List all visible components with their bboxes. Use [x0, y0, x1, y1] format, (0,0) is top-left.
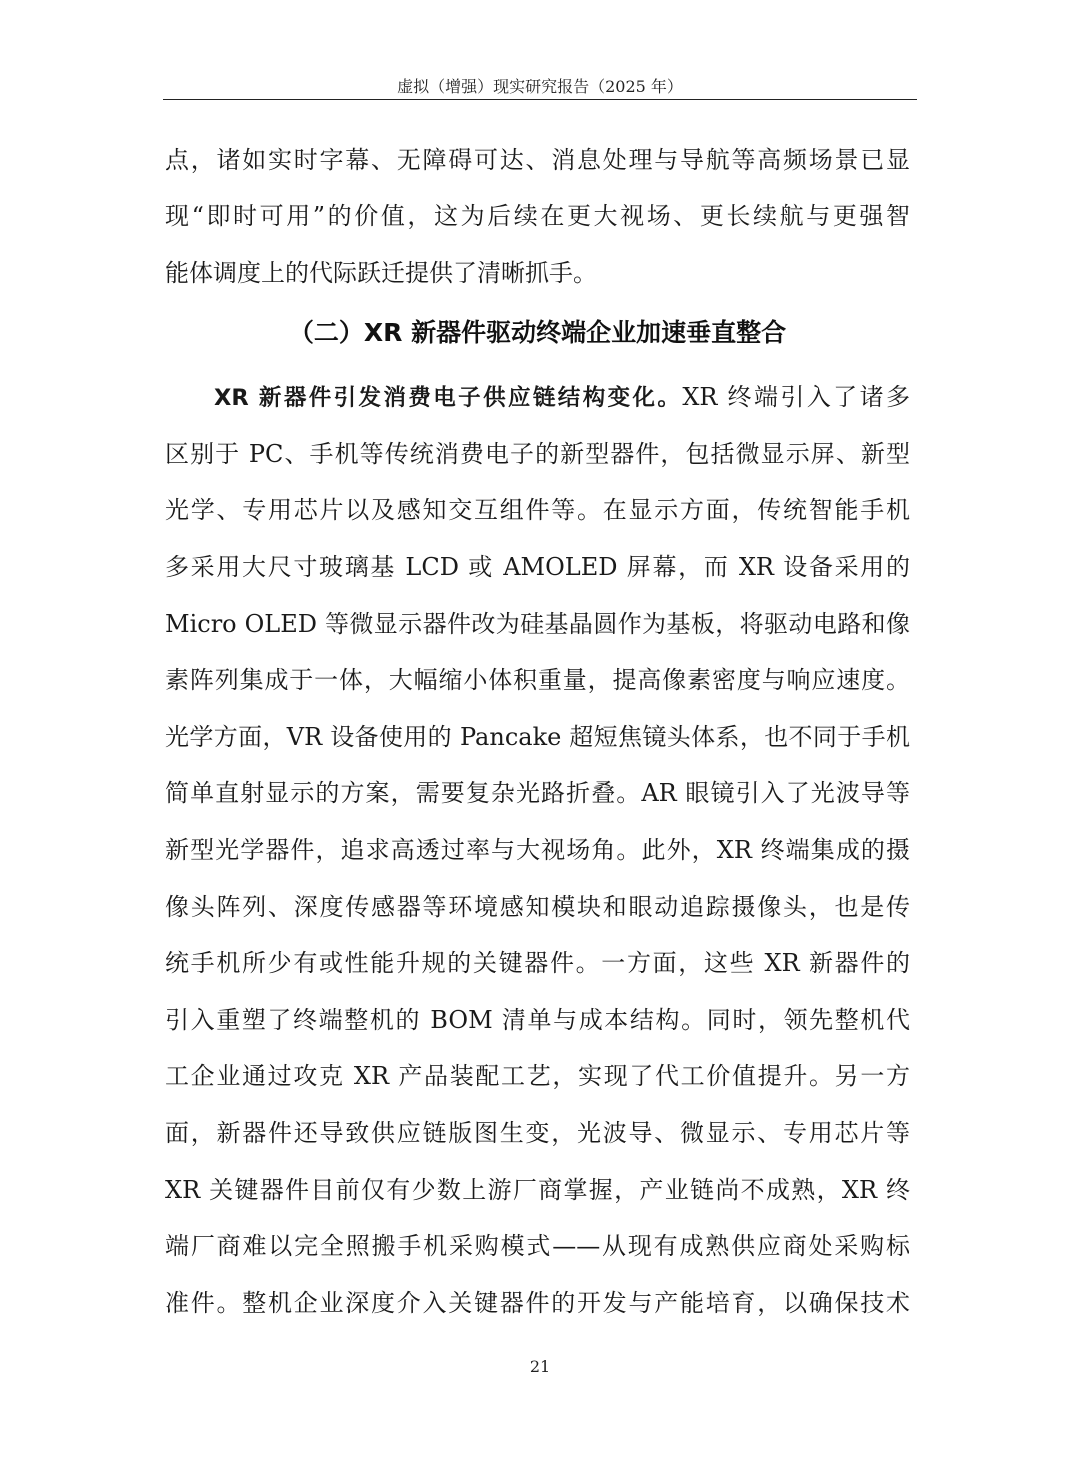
- header-rule: [163, 99, 917, 100]
- body-line: XR 关键器件目前仅有少数上游厂商掌握，产业链尚不成熟，XR 终: [165, 1176, 910, 1204]
- body-first-line: [214, 381, 910, 413]
- body-line: 多采用大尺寸玻璃基 LCD 或 AMOLED 屏幕，而 XR 设备采用的: [165, 553, 910, 581]
- body-line: 工企业通过攻克 XR 产品装配工艺，实现了代工价值提升。另一方: [165, 1062, 910, 1090]
- page-number: 21: [529, 1357, 551, 1376]
- first-line-rest: XR 终端引入了诸多: [682, 383, 910, 411]
- body-line: 区别于 PC、手机等传统消费电子的新型器件，包括微显示屏、新型: [165, 440, 910, 468]
- body-line: 光学、专用芯片以及感知交互组件等。在显示方面，传统智能手机: [165, 496, 910, 524]
- body-line: 素阵列集成于一体，大幅缩小体积重量，提高像素密度与响应速度。: [165, 666, 910, 694]
- body-line: 新型光学器件，追求高透过率与大视场角。此外，XR 终端集成的摄: [165, 836, 910, 864]
- body-line: 光学方面，VR 设备使用的 Pancake 超短焦镜头体系，也不同于手机: [165, 723, 910, 751]
- intro-line: 能体调度上的代际跃迁提供了清晰抓手。: [165, 259, 597, 287]
- paragraph-lead-sentence: XR 新器件引发消费电子供应链结构变化。: [214, 385, 683, 411]
- running-header: 虚拟（增强）现实研究报告（2025 年）: [397, 77, 683, 96]
- body-line: 简单直射显示的方案，需要复杂光路折叠。AR 眼镜引入了光波导等: [165, 779, 910, 807]
- intro-line: 现“即时可用”的价值，这为后续在更大视场、更长续航与更强智: [165, 202, 910, 230]
- body-line: 面，新器件还导致供应链版图生变，光波导、微显示、专用芯片等: [165, 1119, 910, 1147]
- body-line: Micro OLED 等微显示器件改为硅基晶圆作为基板，将驱动电路和像: [165, 610, 910, 638]
- intro-line: 点，诸如实时字幕、无障碍可达、消息处理与导航等高频场景已显: [165, 146, 910, 174]
- body-line: 像头阵列、深度传感器等环境感知模块和眼动追踪摄像头，也是传: [165, 893, 910, 921]
- body-line: 引入重塑了终端整机的 BOM 清单与成本结构。同时，领先整机代: [165, 1006, 910, 1034]
- body-line: 端厂商难以完全照搬手机采购模式——从现有成熟供应商处采购标: [165, 1232, 910, 1260]
- body-line: 准件。整机企业深度介入关键器件的开发与产能培育，以确保技术: [165, 1289, 910, 1317]
- body-line: 统手机所少有或性能升规的关键器件。一方面，这些 XR 新器件的: [165, 949, 910, 977]
- section-heading: （二）XR 新器件驱动终端企业加速垂直整合: [288, 318, 787, 347]
